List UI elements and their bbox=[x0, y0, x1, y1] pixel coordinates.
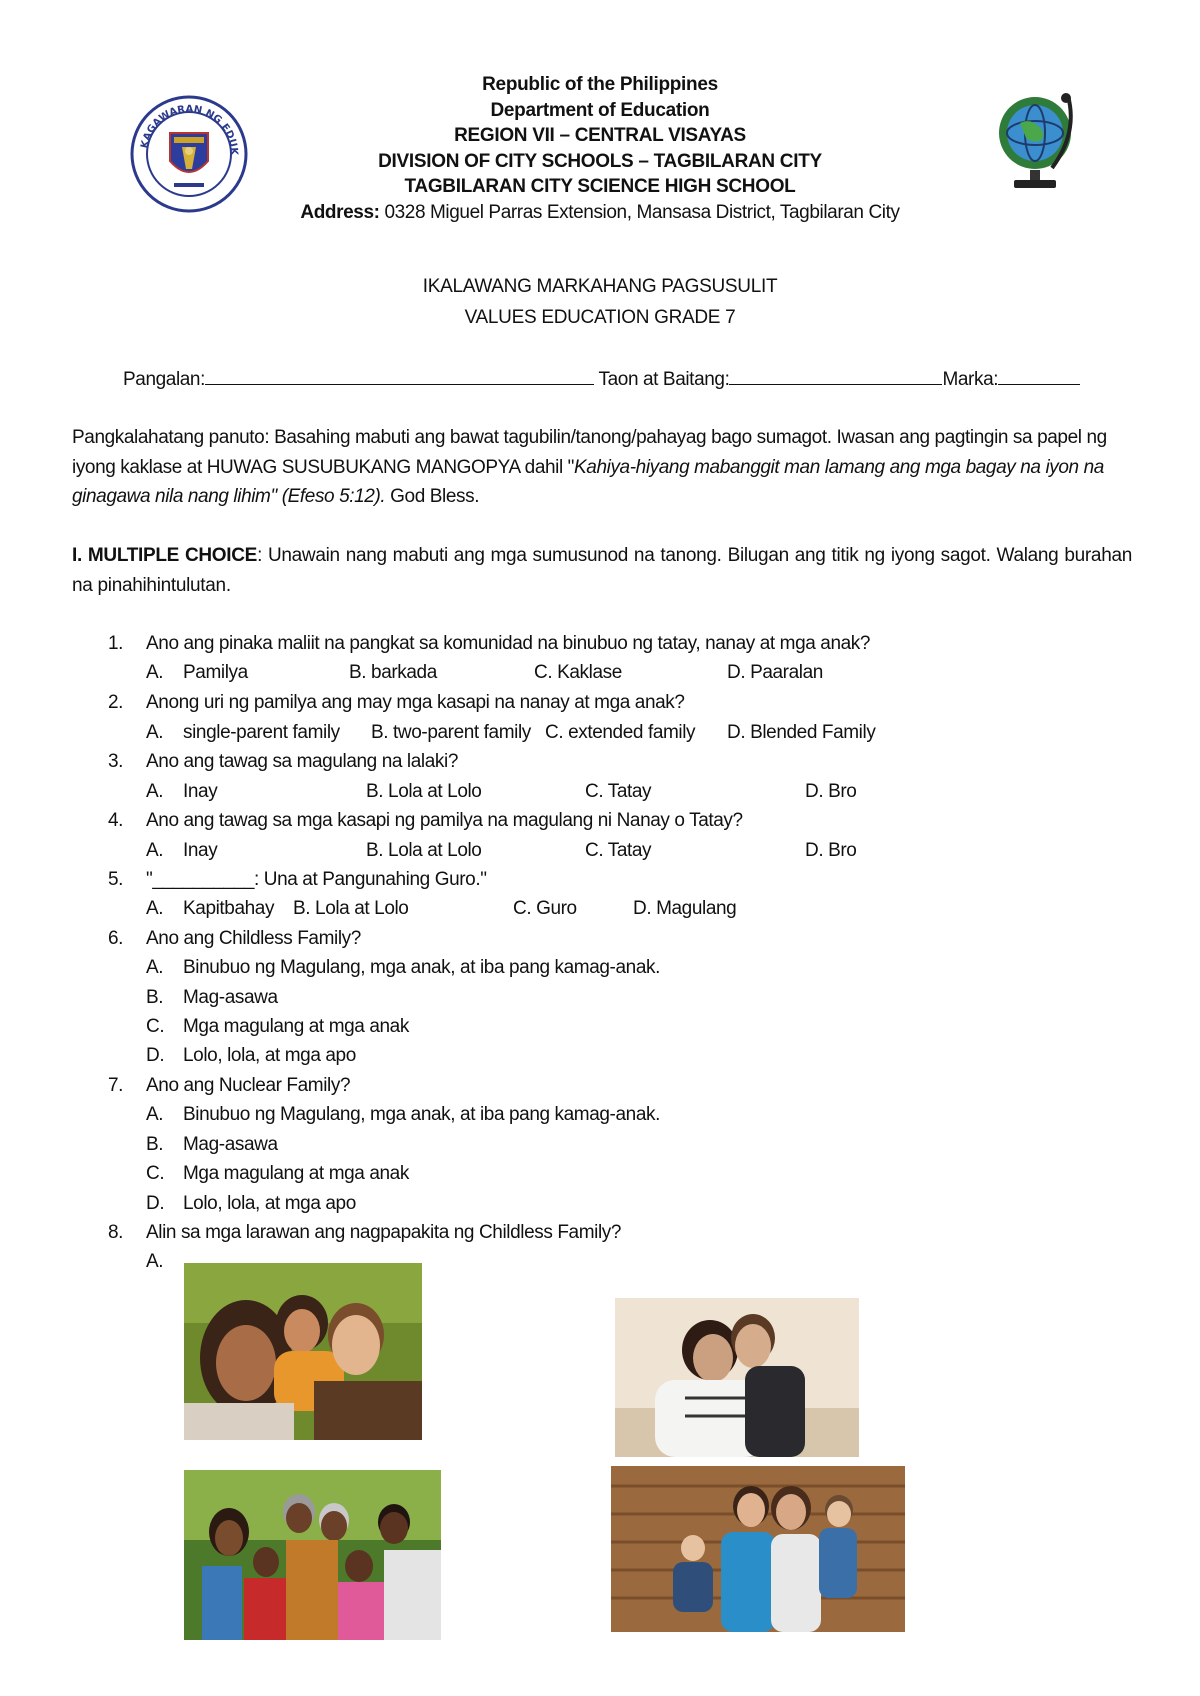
option-a-letter[interactable]: A. bbox=[146, 662, 164, 683]
photo-extended-family[interactable] bbox=[184, 1470, 441, 1640]
instructions-closing: God Bless. bbox=[385, 486, 480, 507]
question-text: Ano ang Nuclear Family? bbox=[146, 1075, 351, 1096]
instructions-bible-quote: Kahiya-hiyang mabanggit man lamang ang mga bagay na iyon na ginagawa nila nang lihim" (Efeso 5:12). bbox=[72, 456, 1104, 507]
name-blank[interactable] bbox=[205, 366, 594, 385]
option-c[interactable] bbox=[146, 1016, 409, 1038]
header-school: TAGBILARAN CITY SCIENCE HIGH SCHOOL bbox=[404, 176, 796, 197]
question-8 bbox=[108, 1222, 621, 1244]
grade-label: Taon at Baitang: bbox=[593, 369, 730, 390]
question-number: 2. bbox=[108, 692, 124, 713]
option-d[interactable] bbox=[146, 1193, 356, 1215]
question-number: 1. bbox=[108, 633, 124, 654]
option-b[interactable]: B. Lola at Lolo bbox=[293, 898, 409, 919]
photo-mothers-with-children[interactable] bbox=[611, 1466, 905, 1632]
option-text: Mga magulang at mga anak bbox=[183, 1163, 409, 1184]
option-a[interactable]: Inay bbox=[183, 840, 218, 861]
option-d[interactable]: D. Bro bbox=[805, 840, 857, 861]
option-letter: A. bbox=[146, 1104, 164, 1125]
option-a-letter[interactable]: A. bbox=[146, 898, 164, 919]
photo-family-parents-child[interactable] bbox=[184, 1263, 422, 1440]
seal-arc-text: KAGAWARAN NG EDUK bbox=[139, 103, 240, 156]
header-region: REGION VII – CENTRAL VISAYAS bbox=[454, 125, 746, 146]
option-letter: C. bbox=[146, 1016, 165, 1037]
option-a[interactable] bbox=[146, 957, 660, 979]
option-c[interactable]: C. Guro bbox=[513, 898, 577, 919]
option-letter: B. bbox=[146, 987, 164, 1008]
address-text: 0328 Miguel Parras Extension, Mansasa District, Tagbilaran City bbox=[379, 201, 900, 223]
question-4 bbox=[108, 810, 743, 832]
exam-subtitle: VALUES EDUCATION GRADE 7 bbox=[464, 307, 736, 328]
option-d[interactable]: D. Paaralan bbox=[727, 662, 823, 683]
question-text: Anong uri ng pamilya ang may mga kasapi na nanay at mga anak? bbox=[146, 692, 685, 713]
question-text: "__________: Una at Pangunahing Guro." bbox=[146, 869, 487, 890]
question-number: 3. bbox=[108, 751, 124, 772]
grade-blank[interactable] bbox=[729, 366, 942, 385]
section-instructions: : Unawain nang mabuti ang mga sumusunod na tanong. Bilugan ang titik ng iyong sagot. Walang burahan na pinahihintulutan. bbox=[72, 545, 1132, 596]
question-6 bbox=[108, 928, 361, 950]
question-3 bbox=[108, 751, 458, 773]
deped-seal-logo bbox=[130, 95, 248, 213]
option-text: Lolo, lola, at mga apo bbox=[183, 1193, 356, 1214]
option-b[interactable] bbox=[146, 1134, 278, 1156]
option-a[interactable]: Kapitbahay bbox=[183, 898, 275, 919]
address-label: Address: bbox=[300, 201, 380, 223]
score-label: Marka: bbox=[942, 369, 999, 390]
question-number: 6. bbox=[108, 928, 124, 949]
option-c[interactable]: C. Kaklase bbox=[534, 662, 622, 683]
option-letter: C. bbox=[146, 1163, 165, 1184]
question-text: Ano ang pinaka maliit na pangkat sa komunidad na binubuo ng tatay, nanay at mga anak? bbox=[146, 633, 871, 654]
option-c[interactable]: C. extended family bbox=[545, 722, 696, 743]
option-text: Lolo, lola, at mga apo bbox=[183, 1045, 356, 1066]
option-letter: B. bbox=[146, 1134, 164, 1155]
option-d[interactable] bbox=[146, 1045, 356, 1067]
option-d[interactable]: D. Blended Family bbox=[727, 722, 876, 743]
school-header bbox=[240, 72, 960, 226]
name-label: Pangalan: bbox=[123, 369, 205, 390]
option-text: Binubuo ng Magulang, mga anak, at iba pang kamag-anak. bbox=[183, 1104, 660, 1125]
header-address bbox=[240, 200, 960, 226]
option-c[interactable] bbox=[146, 1163, 409, 1185]
exam-title: IKALAWANG MARKAHANG PAGSUSULIT bbox=[422, 276, 778, 297]
question-2 bbox=[108, 692, 685, 714]
header-republic: Republic of the Philippines bbox=[482, 74, 718, 95]
question-text: Ano ang Childless Family? bbox=[146, 928, 361, 949]
question-text: Ano ang tawag sa mga kasapi ng pamilya na magulang ni Nanay o Tatay? bbox=[146, 810, 743, 831]
section-multiple-choice bbox=[72, 541, 1132, 600]
option-a-letter[interactable]: A. bbox=[146, 1251, 164, 1272]
option-a[interactable]: Pamilya bbox=[183, 662, 248, 683]
option-a[interactable]: single-parent family bbox=[183, 722, 340, 743]
school-globe-logo bbox=[990, 88, 1080, 198]
question-text: Ano ang tawag sa magulang na lalaki? bbox=[146, 751, 458, 772]
option-b[interactable]: B. barkada bbox=[349, 662, 437, 683]
score-blank[interactable] bbox=[998, 366, 1080, 385]
header-department: Department of Education bbox=[490, 99, 710, 121]
instructions-text: Pangkalahatang panuto: Basahing mabuti ang bawat tagubilin/tanong/pahayag bago sumagot. Iwasan ang pagtingin sa papel ng iyong kaklase at HUWAG SUSUBUKANG MANGOPYA dahil " bbox=[72, 427, 1107, 478]
option-a-letter[interactable]: A. bbox=[146, 781, 164, 802]
student-info-line bbox=[123, 366, 1080, 391]
option-a[interactable]: Inay bbox=[183, 781, 218, 802]
general-instructions bbox=[72, 423, 1132, 512]
option-a-letter[interactable]: A. bbox=[146, 722, 164, 743]
question-number: 7. bbox=[108, 1075, 124, 1096]
option-b[interactable]: B. two-parent family bbox=[371, 722, 531, 743]
question-number: 5. bbox=[108, 869, 124, 890]
option-a-letter[interactable]: A. bbox=[146, 840, 164, 861]
option-c[interactable]: C. Tatay bbox=[585, 840, 652, 861]
header-division: DIVISION OF CITY SCHOOLS – TAGBILARAN CITY bbox=[378, 150, 822, 172]
option-text: Mag-asawa bbox=[183, 1134, 278, 1155]
question-1 bbox=[108, 633, 870, 655]
question-number: 8. bbox=[108, 1222, 124, 1243]
option-text: Mag-asawa bbox=[183, 987, 278, 1008]
option-letter: D. bbox=[146, 1045, 165, 1066]
option-b[interactable] bbox=[146, 987, 278, 1009]
section-label: I. MULTIPLE CHOICE bbox=[72, 545, 258, 566]
option-d[interactable]: D. Magulang bbox=[633, 898, 737, 919]
option-b[interactable]: B. Lola at Lolo bbox=[366, 781, 482, 802]
option-c[interactable]: C. Tatay bbox=[585, 781, 652, 802]
option-letter: A. bbox=[146, 957, 164, 978]
option-b[interactable]: B. Lola at Lolo bbox=[366, 840, 482, 861]
question-text: Alin sa mga larawan ang nagpapakita ng Childless Family? bbox=[146, 1222, 622, 1243]
photo-couple[interactable] bbox=[615, 1298, 859, 1457]
question-7 bbox=[108, 1075, 350, 1097]
question-5 bbox=[108, 869, 487, 891]
option-a[interactable] bbox=[146, 1104, 660, 1126]
option-text: Binubuo ng Magulang, mga anak, at iba pang kamag-anak. bbox=[183, 957, 660, 978]
option-d[interactable]: D. Bro bbox=[805, 781, 857, 802]
option-letter: D. bbox=[146, 1193, 165, 1214]
option-text: Mga magulang at mga anak bbox=[183, 1016, 409, 1037]
question-number: 4. bbox=[108, 810, 124, 831]
